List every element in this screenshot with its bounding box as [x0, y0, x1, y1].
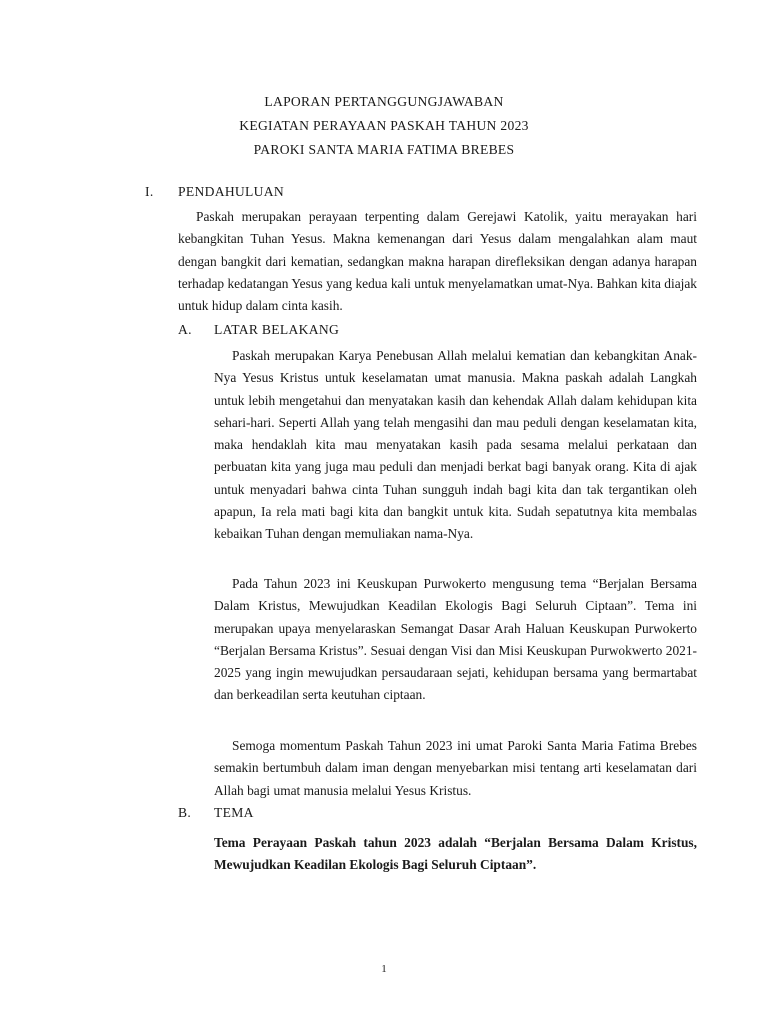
section-title: PENDAHULUAN: [178, 184, 285, 199]
subsection-title: LATAR BELAKANG: [214, 322, 340, 337]
subsection-letter: A.: [178, 322, 192, 337]
document-title: [0, 90, 768, 162]
title-line-2: KEGIATAN PERAYAAN PASKAH TAHUN 2023: [239, 118, 529, 133]
subsection-title: TEMA: [214, 805, 254, 820]
title-line-3: PAROKI SANTA MARIA FATIMA BREBES: [253, 142, 515, 157]
page-number: 1: [381, 963, 387, 975]
section-number: I.: [145, 184, 154, 199]
title-line-1: LAPORAN PERTANGGUNGJAWABAN: [264, 94, 504, 109]
section-heading-latar-belakang: [178, 322, 578, 342]
subsection-letter: B.: [178, 805, 192, 820]
tema-statement: Tema Perayaan Paskah tahun 2023 adalah “Berjalan Bersama Dalam Kristus, Mewujudkan Keadilan Ekologis Bagi Seluruh Ciptaan”.: [214, 835, 697, 873]
section-heading-tema: [178, 805, 578, 825]
latar-belakang-paragraph-1: Paskah merupakan Karya Penebusan Allah melalui kematian dan kebangkitan Anak-Nya Yesus Kristus untuk keselamatan umat manusia. Makna paskah adalah Langkah untuk lebih mengetahui dan menyatakan kasih dan kehendak Allah dalam kehidupan kita sehari-hari. Seperti Allah yang telah mengasihi dan mau peduli dengan keselamatan kita, maka hendaklah kita mau menyatakan kasih pada sesama melalui perkataan dan perbuatan kita yang juga mau peduli dan menjadi berkat bagi banyak orang. Kita di ajak untuk menyadari bahwa cinta Tuhan sungguh indah bagi kita dan tak tergantikan oleh apapun, Ia rela mati bagi kita dan bangkit untuk kita. Sudah sepatutnya kita membalas kebaikan Tuhan dengan memuliakan nama-Nya.: [214, 348, 697, 542]
latar-belakang-paragraph-3: Semoga momentum Paskah Tahun 2023 ini umat Paroki Santa Maria Fatima Brebes semakin bertumbuh dalam iman dengan menyebarkan misi tentang arti keselamatan dari Allah bagi umat manusia melalui Yesus Kristus.: [214, 738, 697, 798]
section-heading-pendahuluan: [145, 184, 645, 204]
latar-belakang-paragraph-2: Pada Tahun 2023 ini Keuskupan Purwokerto mengusung tema “Berjalan Bersama Dalam Kristus, Mewujudkan Keadilan Ekologis Bagi Seluruh Ciptaan”. Tema ini merupakan upaya menyelaraskan Semangat Dasar Arah Haluan Keuskupan Purwokerto “Berjalan Bersama Kristus”. Sesuai dengan Visi dan Misi Keuskupan Purwokwerto 2021-2025 yang ingin mewujudkan persaudaraan sejati, kehidupan bersama yang bermartabat dan berkeadilan serta keutuhan ciptaan.: [214, 576, 697, 703]
pendahuluan-paragraph: Paskah merupakan perayaan terpenting dalam Gerejawi Katolik, yaitu merayakan hari kebangkitan Tuhan Yesus. Makna kemenangan dari Yesus dalam mengalahkan alam maut dengan bangkit dari kematian, sedangkan makna harapan direfleksikan dengan adanya harapan terhadap kedatangan Yesus yang kedua kali untuk menyelamatkan umat-Nya. Bahkan kita diajak untuk hidup dalam cinta kasih.: [178, 209, 697, 314]
